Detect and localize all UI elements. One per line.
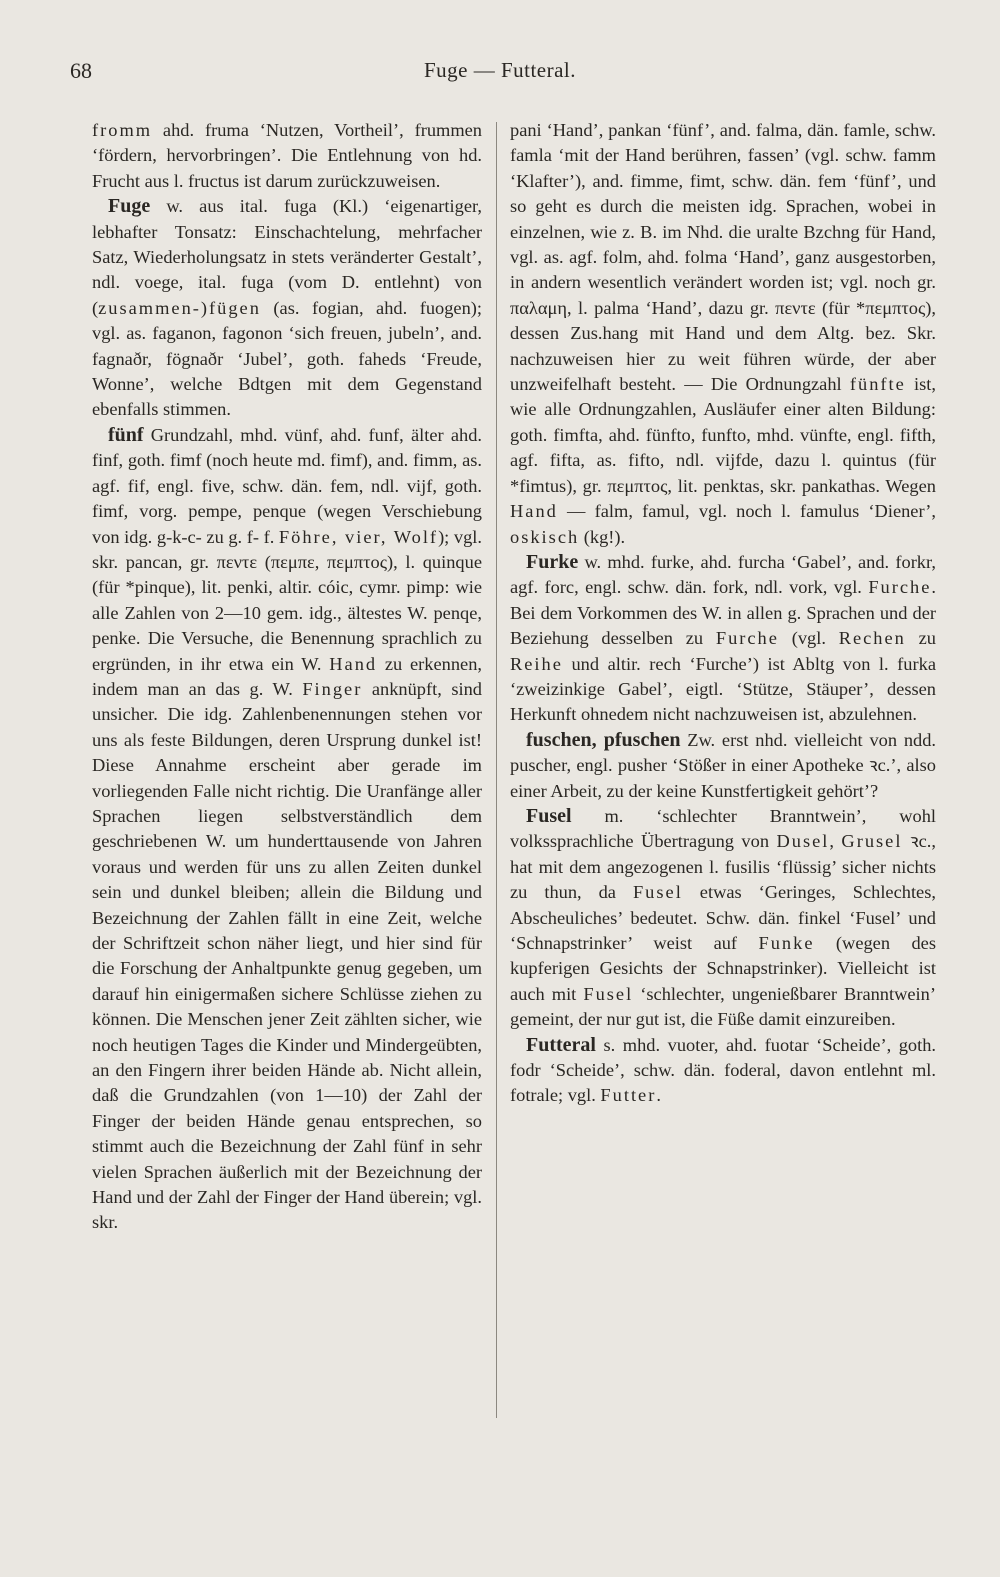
dictionary-entry <box>92 194 482 423</box>
entry-text: (kg!). <box>579 526 626 547</box>
spaced-term: Dusel <box>776 831 830 852</box>
entry-text: ); vgl. skr. pancan, gr. πεντε (πεμπε, πεμπτος), l. quinque (für *pinque), lit. penki, altir. cóic, cymr. pimp: wie alle Zahlen von 2—10 gem. idg., ältestes W. penqe, penke. Die Versuche, die Benennung sprachlich zu ergründen, in ihr etwa ein W. <box>92 526 482 674</box>
spaced-term: Rechen <box>838 628 906 649</box>
spaced-term: Fusel <box>583 983 634 1004</box>
entry-text: zu erkennen, indem man an das g. W. <box>92 653 482 699</box>
entry-text: — falm, famul, vgl. noch l. famulus ‘Diener’, <box>557 501 936 522</box>
entry-text: zu <box>905 628 936 649</box>
entry-text: anknüpft, sind unsicher. Die idg. Zahlenbenennungen stehen vor uns als feste Bildungen, deren Ursprung dunkel ist! Diese Annahme erscheint aber gerade im vorliegenden Falle nicht richtig. Die Uranfänge aller Sprachen liegen selbstverständlich dem geschriebenen W. um hunderttausende von Jahren voraus und werden für uns zu allen Zeiten dunkel sein und dunkel bleiben; allein die Bildung und Bezeichnung der Zahlen fällt in eine Zeit, welche der Schriftzeit schon näher liegt, und hier sind für die Forschung der Anhaltpunkte genug gegeben, um darauf hin einigermaßen sichere Schlüsse ziehen zu können. Die Menschen jener Zeit zählten sicher, wie noch heutigen Tages die Kinder und Mindergeübten, an den Fingern ihrer beiden Hände ab. Nicht allein, daß die Grundzahlen (von 1—10) der Zahl der Finger der beiden Hände genau entsprechen, so stimmt auch die Bezeichnung der Zahl fünf in sehr vielen Sprachen äußerlich mit der Bezeichnung der Hand und der Zahl der Finger der Hand überein; vgl. skr. <box>92 678 482 1233</box>
entry-text: ‘schlechter, ungenießbarer Branntwein’ gemeint, der nur gut ist, die Füße damit einzureiben. <box>510 983 936 1030</box>
spaced-term: Föhre, vier, Wolf <box>278 526 439 547</box>
column-divider <box>496 122 497 1418</box>
right-column <box>510 118 936 1109</box>
entry-text: s. mhd. vuoter, ahd. fuotar ‘Scheide’, goth. fodr ‘Scheide’, schw. dän. foderal, davon entlehnt ml. fotrale; vgl. <box>510 1034 936 1106</box>
spaced-term: fromm <box>92 120 153 140</box>
entry-text: (as. fogian, ahd. fuogen); vgl. as. faganon, fagonon ‘sich freuen, jubeln’, and. fagnaðr, fögnaðr ‘Jubel’, goth. faheds ‘Freude, Wonne’, welche Bdtgen mit dem Gegenstand ebenfalls stimmen. <box>92 297 482 420</box>
spaced-term: Funke <box>758 933 815 953</box>
entry-text: ꝛc., hat mit dem angezogenen l. fusilis ‘flüssig’ sicher nichts zu thun, da <box>510 831 936 903</box>
dictionary-entry <box>510 804 936 1033</box>
spaced-term: Fusel <box>632 882 683 903</box>
page-number: 68 <box>70 58 92 83</box>
entry-text: und altir. rech ‘Furche’) ist Abltg von l. furka ‘zweizinkige Gabel’, eigtl. ‘Stütze, Stäuper’, dessen Herkunft ohnedem nicht nachzuweisen ist, abzulehnen. <box>510 653 936 725</box>
spaced-term: oskisch <box>510 526 580 547</box>
spaced-term: Grusel <box>841 831 903 852</box>
entry-headword: fuschen, pfuschen <box>526 728 681 751</box>
entry-text: , <box>829 831 842 852</box>
entry-text: etwas ‘Geringes, Schlechtes, Abscheuliches’ bedeutet. Schw. dän. finkel ‘Fusel’ und ‘Schnapstrinker’ weist auf <box>510 882 936 953</box>
entry-headword: fünf <box>108 423 144 446</box>
entry-text: . Bei dem Vorkommen des W. in allen g. Sprachen und der Beziehung desselben zu <box>510 577 936 649</box>
spaced-term: fünfte <box>849 374 906 395</box>
entry-text: (vgl. <box>778 628 839 649</box>
dictionary-entry <box>510 1033 936 1109</box>
page-header <box>70 58 930 92</box>
entry-text: (wegen des kupferigen Gesichts der Schnapstrinker). Vielleicht ist auch mit <box>510 933 936 1004</box>
entry-headword: Fuge <box>108 195 151 218</box>
dictionary-entry <box>510 728 936 804</box>
entry-text: Grundzahl, mhd. vünf, ahd. funf, älter ahd. finf, goth. fimf (noch heute md. fimf), and. fimm, as. agf. fif, engl. five, schw. dän. fem, ndl. vijf, goth. fimf, vorg. pempe, penque (wegen Verschiebung von idg. g-k-c- zu g. f- f. <box>92 424 482 547</box>
entry-headword: Furke <box>526 550 579 573</box>
running-head: Fuge — Futteral. <box>423 58 577 82</box>
spaced-term: Furche <box>715 628 779 649</box>
entry-continuation <box>510 118 936 550</box>
entry-text: Zw. erst nhd. vielleicht von ndd. puscher, engl. pusher ‘Stößer in einer Apotheke ꝛc.’, also einer Arbeit, zu der keine Kunstfertigkeit gehört’? <box>510 729 937 801</box>
spaced-term: Hand <box>329 653 378 674</box>
spaced-term: Finger <box>302 678 363 699</box>
entry-text: w. mhd. furke, ahd. furcha ‘Gabel’, and. forkr, agf. forc, engl. schw. dän. fork, ndl. vork, vgl. <box>510 551 936 598</box>
dictionary-entry <box>510 550 936 728</box>
spaced-term: Furche <box>868 577 932 598</box>
entry-text: w. aus ital. fuga (Kl.) ‘eigenartiger, lebhafter Tonsatz: Einschachtelung, mehrfacher Satz, Wiederholungsatz in stets veränderter Gestalt’, ndl. voege, ital. fuga (vom D. entlehnt) von ( <box>92 196 482 318</box>
entry-text: . <box>656 1085 661 1106</box>
spaced-term: zusammen-)fügen <box>98 297 261 318</box>
spaced-term: Futter <box>600 1085 657 1106</box>
dictionary-entry <box>92 423 482 1236</box>
entry-text: ist, wie alle Ordnungzahlen, Ausläufer einer alten Bildung: goth. fimfta, ahd. fünfto, funfto, mhd. vünfte, engl. fifth, agf. fifta, as. fifto, ndl. vijfde, dazu l. quintus (für *fimtus), gr. πεμπτος, lit. penktas, skr. pankathas. Wegen <box>510 374 936 496</box>
entry-text: ahd. fruma ‘Nutzen, Vortheil’, frummen ‘fördern, hervorbringen’. Die Entlehnung von hd. Frucht aus l. fructus ist darum zurückzuweisen. <box>92 120 482 191</box>
entry-continuation <box>92 118 482 194</box>
entry-headword: Futteral <box>526 1033 596 1056</box>
entry-text: m. ‘schlechter Branntwein’, wohl volkssprachliche Übertragung von <box>510 805 936 852</box>
entry-text: pani ‘Hand’, pankan ‘fünf’, and. falma, dän. famle, schw. famla ‘mit der Hand berühren, fassen’ (vgl. schw. famm ‘Klafter’), and. fimme, fimt, schw. dän. fem ‘fünf’, und so geht es durch die meisten idg. Sprachen, wobei in einzelnen, wie z. B. im Nhd. die uralte Bzchng für Hand, vgl. as. agf. folm, ahd. folma ‘Hand’, ganz ausgestorben, in andern wesentlich verändert worden ist; vgl. noch gr. παλαμη, l. palma ‘Hand’, dazu gr. πεντε (für *πεμπτος), dessen Zus.hang mit Hand und dem Altg. bez. Skr. nachzuweisen hier zu weit führen würde, der aber unzweifelhaft besteht. — Die Ordnungzahl <box>510 120 936 395</box>
entry-headword: Fusel <box>526 804 572 827</box>
spaced-term: Reihe <box>510 653 563 674</box>
left-column <box>92 118 482 1236</box>
spaced-term: Hand <box>510 501 558 522</box>
